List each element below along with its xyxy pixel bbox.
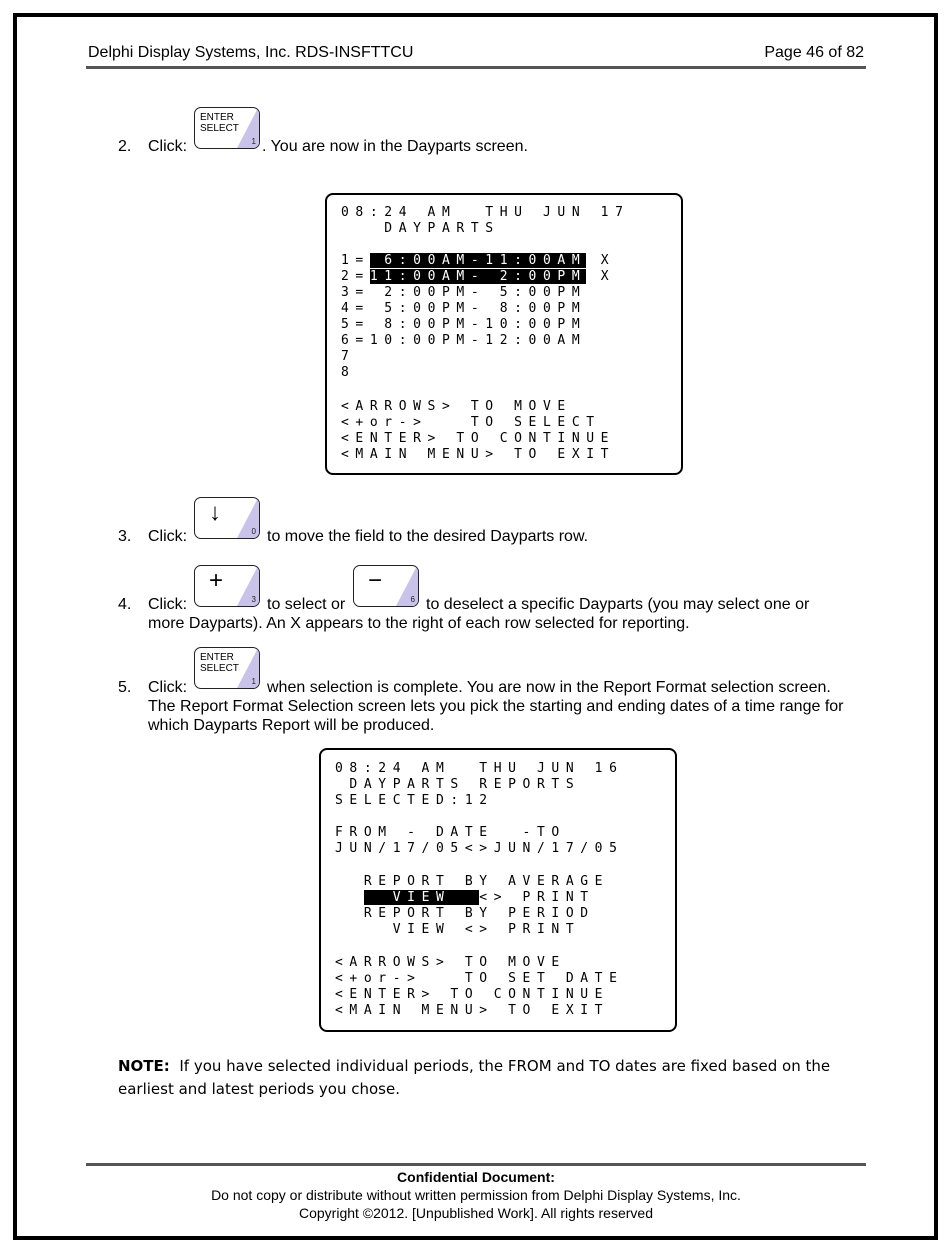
help-line: <ENTER> TO CONTINUE	[335, 987, 610, 1002]
help-line: <MAIN MENU> TO EXIT	[341, 447, 616, 462]
daypart-time-range: 8:00PM-10:00PM	[369, 317, 587, 332]
document-title: Delphi Display Systems, Inc. RDS-INSFTTCU	[88, 44, 414, 61]
minus-icon: −	[368, 567, 383, 594]
daypart-time-range: 5:00PM- 8:00PM	[369, 301, 587, 316]
step-number: 3.	[118, 528, 132, 545]
header-rule	[86, 66, 866, 69]
step-text: . You are now in the Dayparts screen.	[262, 138, 528, 155]
step-text: which Dayparts Report will be produced.	[148, 717, 435, 734]
period-view-print-line: VIEW <> PRINT	[335, 922, 581, 937]
footer-heading: Confidential Document:	[397, 1169, 555, 1185]
screen-title: DAYPARTS	[341, 221, 500, 236]
daypart-time-range: 2:00PM- 5:00PM	[369, 285, 587, 300]
step-text: to move the field to the desired Dayparts row.	[267, 528, 589, 545]
enter-select-key: ENTER SELECT 1	[194, 647, 260, 689]
enter-select-key: ENTER SELECT 1	[194, 107, 260, 149]
footer-notice: Do not copy or distribute without written permission from Delphi Display Systems, Inc.	[211, 1187, 741, 1203]
daypart-row: 7	[341, 349, 356, 364]
click-label: Click:	[148, 596, 188, 613]
daypart-row: 5= 8:00PM-10:00PM	[341, 317, 587, 332]
note-text: If you have selected individual periods, the FROM and TO dates are fixed based on the earliest and latest periods you chose.	[118, 1057, 831, 1098]
daypart-row: 2=11:00AM- 2:00PM X	[341, 269, 616, 284]
step-text: to deselect a specific Dayparts (you may select one or	[426, 596, 810, 613]
report-period-line: REPORT BY PERIOD	[335, 906, 595, 921]
page-header	[88, 44, 864, 66]
help-line: <+or-> TO SELECT	[341, 415, 601, 430]
date-range-label: FROM - DATE -TO	[335, 825, 566, 840]
note-paragraph	[118, 1055, 838, 1101]
down-arrow-icon: ↓	[209, 499, 221, 526]
step-number: 5.	[118, 679, 132, 696]
plus-icon: +	[209, 567, 224, 594]
daypart-row: 6=10:00PM-12:00AM	[341, 333, 587, 348]
step-text: to select or	[267, 596, 346, 613]
dayparts-screen	[325, 193, 683, 475]
step-3	[118, 527, 858, 546]
report-average-line: REPORT BY AVERAGE	[335, 874, 610, 889]
average-view-print-line: VIEW <> PRINT	[363, 890, 595, 905]
page-number: Page 46 of 82	[764, 44, 864, 61]
step-number: 2.	[118, 138, 132, 155]
daypart-row: 8	[341, 365, 356, 380]
step-text: when selection is complete. You are now in the Report Format selection screen.	[267, 679, 831, 696]
page-footer	[86, 1168, 866, 1222]
step-text: more Dayparts). An X appears to the right of each row selected for reporting.	[148, 615, 690, 632]
footer-copyright: Copyright ©2012. [Unpublished Work]. All rights reserved	[298, 1205, 653, 1221]
step-5	[118, 678, 878, 734]
minus-key: − 6	[353, 565, 419, 607]
plus-key: + 3	[194, 565, 260, 607]
help-line: <ARROWS> TO MOVE	[341, 399, 572, 414]
help-line: <ENTER> TO CONTINUE	[341, 431, 616, 446]
screen-title: DAYPARTS REPORTS	[335, 777, 581, 792]
click-label: Click:	[148, 679, 188, 696]
daypart-row: 1= 6:00AM-11:00AM X	[341, 253, 616, 268]
help-line: <+or-> TO SET DATE	[335, 971, 624, 986]
report-format-screen	[319, 748, 677, 1032]
note-label: NOTE:	[118, 1057, 170, 1075]
daypart-time-range: 6:00AM-11:00AM	[369, 253, 587, 268]
click-label: Click:	[148, 528, 188, 545]
daypart-time-range: 11:00AM- 2:00PM	[369, 269, 587, 284]
step-text: The Report Format Selection screen lets you pick the starting and ending dates of a time range for	[148, 698, 844, 715]
selected-count: SELECTED:12	[335, 793, 494, 808]
daypart-time-range: 10:00PM-12:00AM	[369, 333, 587, 348]
click-label: Click:	[148, 138, 188, 155]
view-option-selected: VIEW	[363, 890, 480, 905]
daypart-row: 4= 5:00PM- 8:00PM	[341, 301, 587, 316]
down-arrow-key: ↓ 0	[194, 497, 260, 539]
selected-mark: X	[586, 269, 616, 284]
selected-mark: X	[586, 253, 616, 268]
step-number: 4.	[118, 596, 132, 613]
help-line: <ARROWS> TO MOVE	[335, 955, 566, 970]
screen-time-line: 08:24 AM THU JUN 16	[335, 761, 624, 776]
help-line: <MAIN MENU> TO EXIT	[335, 1003, 610, 1018]
date-range-value: JUN/17/05<>JUN/17/05	[335, 841, 624, 856]
daypart-row: 3= 2:00PM- 5:00PM	[341, 285, 587, 300]
footer-rule	[86, 1163, 866, 1166]
step-4	[118, 595, 858, 632]
screen-time-line: 08:24 AM THU JUN 17	[341, 205, 630, 220]
